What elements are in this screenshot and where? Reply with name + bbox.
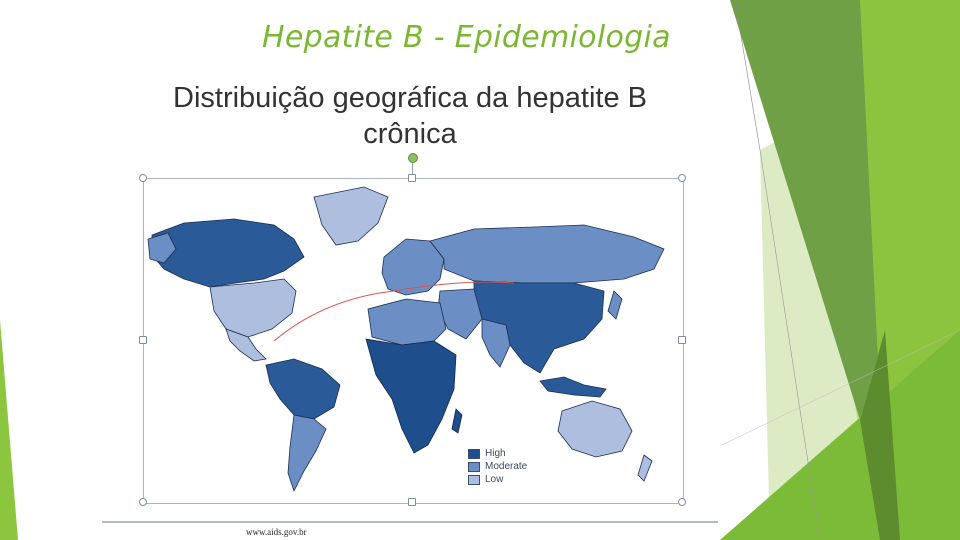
selection-handle-icon[interactable] <box>139 336 147 344</box>
map-legend <box>468 447 527 486</box>
legend-swatch-low <box>468 475 480 485</box>
legend-swatch-high <box>468 449 480 459</box>
rotation-handle-icon[interactable] <box>408 153 418 163</box>
map-usa <box>210 279 296 337</box>
source-link[interactable]: www.aids.gov.br <box>246 527 307 537</box>
legend-label-high: High <box>485 448 506 459</box>
world-map-image[interactable] <box>143 178 684 504</box>
map-russia <box>430 225 664 283</box>
footer-divider <box>102 521 718 523</box>
subtitle-line-2: crônica <box>363 118 457 150</box>
map-japan <box>608 291 622 319</box>
selection-handle-icon[interactable] <box>139 498 147 506</box>
selection-handle-icon[interactable] <box>678 336 686 344</box>
selection-handle-icon[interactable] <box>408 498 416 506</box>
map-north-africa <box>368 299 446 345</box>
map-canada <box>152 219 304 287</box>
map-greenland <box>314 187 388 245</box>
legend-swatch-moderate <box>468 462 480 472</box>
legend-item-low <box>468 473 527 486</box>
subtitle-line-1: Distribuição geográfica da hepatite B <box>173 82 647 114</box>
selection-handle-icon[interactable] <box>408 174 416 182</box>
legend-item-moderate <box>468 460 527 473</box>
map-indonesia <box>540 377 606 397</box>
map-subtitle <box>140 80 680 152</box>
map-middle-east <box>438 289 482 339</box>
selection-handle-icon[interactable] <box>678 174 686 182</box>
map-australia <box>558 401 632 457</box>
legend-label-low: Low <box>485 474 504 485</box>
legend-label-moderate: Moderate <box>485 461 528 472</box>
deco-left-stripe <box>0 320 18 540</box>
map-india <box>482 319 510 367</box>
map-south-america-north <box>266 359 340 419</box>
map-madagascar <box>452 409 462 433</box>
selection-handle-icon[interactable] <box>139 174 147 182</box>
slide-title: Hepatite B - Epidemiologia <box>262 20 671 55</box>
selection-handle-icon[interactable] <box>678 498 686 506</box>
map-new-zealand <box>638 455 652 481</box>
map-south-america-south <box>288 415 326 491</box>
world-map-graphic <box>144 179 683 503</box>
legend-item-high <box>468 447 527 460</box>
map-subsaharan-africa <box>366 339 456 453</box>
